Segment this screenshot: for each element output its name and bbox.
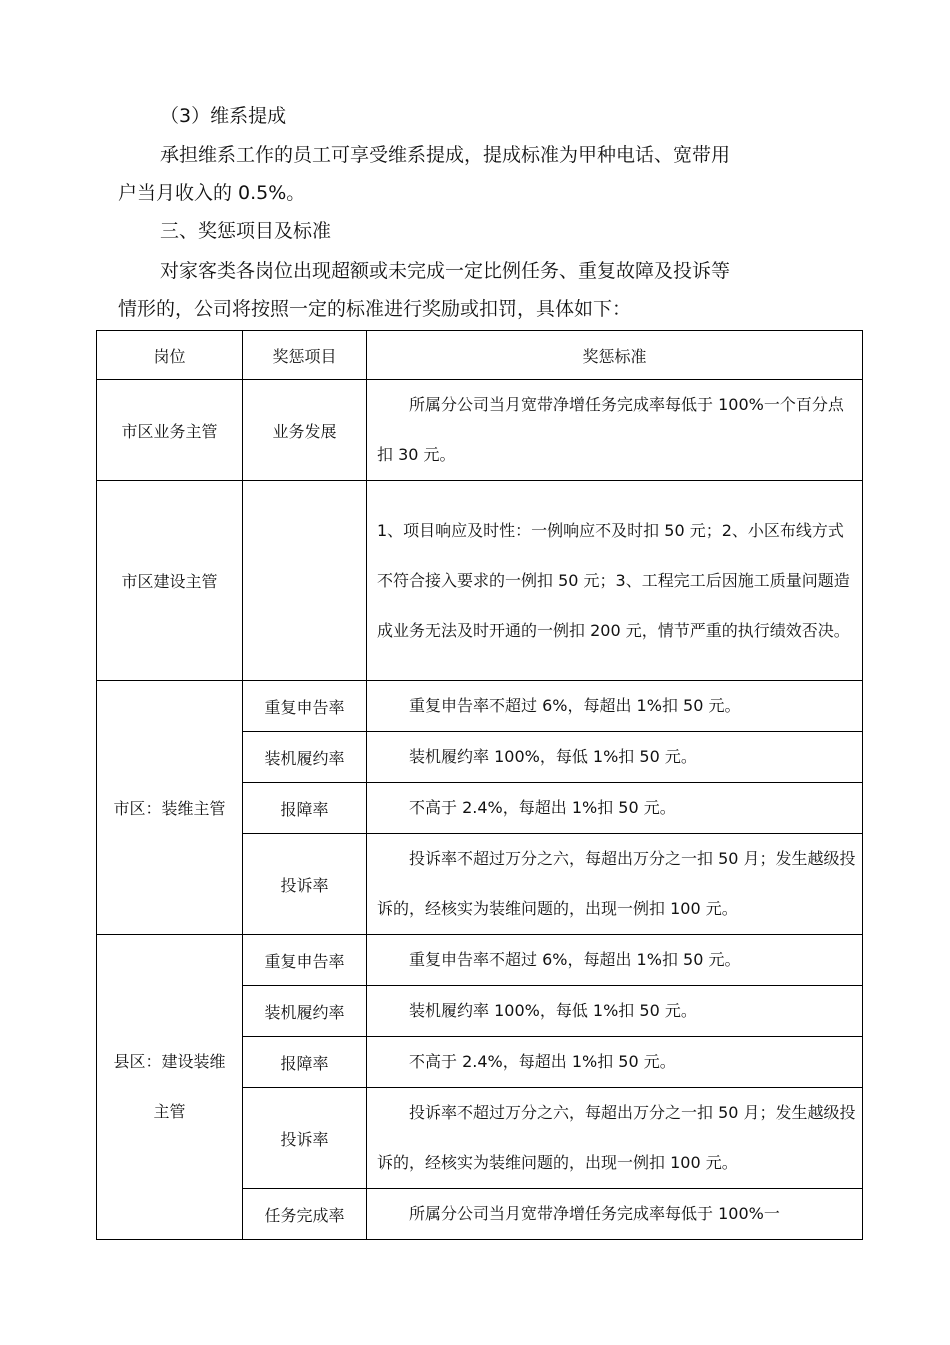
standard-cell: 装机履约率 100%，每低 1%扣 50 元。 <box>367 986 863 1037</box>
position-cell: 市区业务主管 <box>97 380 243 481</box>
position-line: 主管 <box>153 1102 186 1121</box>
paragraph-line: 户当月收入的 0.5%。 <box>118 182 306 204</box>
table-row <box>97 481 863 681</box>
paragraph-line: 对家客类各岗位出现超额或未完成一定比例任务、重复故障及投诉等 <box>160 260 731 282</box>
position-cell <box>97 935 243 1240</box>
item-cell: 业务发展 <box>243 380 367 481</box>
item-cell: 投诉率 <box>243 1088 367 1189</box>
position-cell: 市区：装维主管 <box>97 681 243 935</box>
position-cell: 市区建设主管 <box>97 481 243 681</box>
item-cell: 装机履约率 <box>243 732 367 783</box>
item-cell: 报障率 <box>243 783 367 834</box>
table-row <box>97 681 863 732</box>
standard-cell: 所属分公司当月宽带净增任务完成率每低于 100%一个百分点扣 30 元。 <box>367 380 863 481</box>
header-standard: 奖惩标准 <box>367 331 863 380</box>
section-heading-rewards: 三、奖惩项目及标准 <box>160 220 332 242</box>
standard-cell: 重复申告率不超过 6%，每超出 1%扣 50 元。 <box>367 681 863 732</box>
item-cell: 投诉率 <box>243 834 367 935</box>
header-position: 岗位 <box>97 331 243 380</box>
standard-cell: 所属分公司当月宽带净增任务完成率每低于 100%一 <box>367 1189 863 1240</box>
paragraph-line: 情形的，公司将按照一定的标准进行奖励或扣罚，具体如下： <box>118 298 632 320</box>
section-heading-retention: （3）维系提成 <box>160 105 287 127</box>
standard-cell: 重复申告率不超过 6%，每超出 1%扣 50 元。 <box>367 935 863 986</box>
standard-cell: 不高于 2.4%，每超出 1%扣 50 元。 <box>367 1037 863 1088</box>
table-row <box>97 380 863 481</box>
reward-penalty-table <box>96 330 863 1240</box>
item-cell: 重复申告率 <box>243 935 367 986</box>
standard-cell: 投诉率不超过万分之六，每超出万分之一扣 50 月；发生越级投诉的，经核实为装维问题的，出现一例扣 100 元。 <box>367 1088 863 1189</box>
header-item: 奖惩项目 <box>243 331 367 380</box>
item-cell: 任务完成率 <box>243 1189 367 1240</box>
table-row <box>97 935 863 986</box>
item-cell: 重复申告率 <box>243 681 367 732</box>
item-cell: 报障率 <box>243 1037 367 1088</box>
standard-cell: 1、项目响应及时性：一例响应不及时扣 50 元；2、小区布线方式不符合接入要求的一例扣 50 元；3、工程完工后因施工质量问题造成业务无法及时开通的一例扣 200 元，情节严重的执行绩效否决。 <box>367 481 863 681</box>
item-cell: 装机履约率 <box>243 986 367 1037</box>
item-cell <box>243 481 367 681</box>
standard-cell: 装机履约率 100%，每低 1%扣 50 元。 <box>367 732 863 783</box>
paragraph-line: 承担维系工作的员工可享受维系提成，提成标准为甲种电话、宽带用 <box>160 144 731 166</box>
standard-cell: 不高于 2.4%，每超出 1%扣 50 元。 <box>367 783 863 834</box>
table-header-row <box>97 331 863 380</box>
standard-cell: 投诉率不超过万分之六，每超出万分之一扣 50 月；发生越级投诉的，经核实为装维问题的，出现一例扣 100 元。 <box>367 834 863 935</box>
position-line: 县区：建设装维 <box>113 1052 226 1071</box>
